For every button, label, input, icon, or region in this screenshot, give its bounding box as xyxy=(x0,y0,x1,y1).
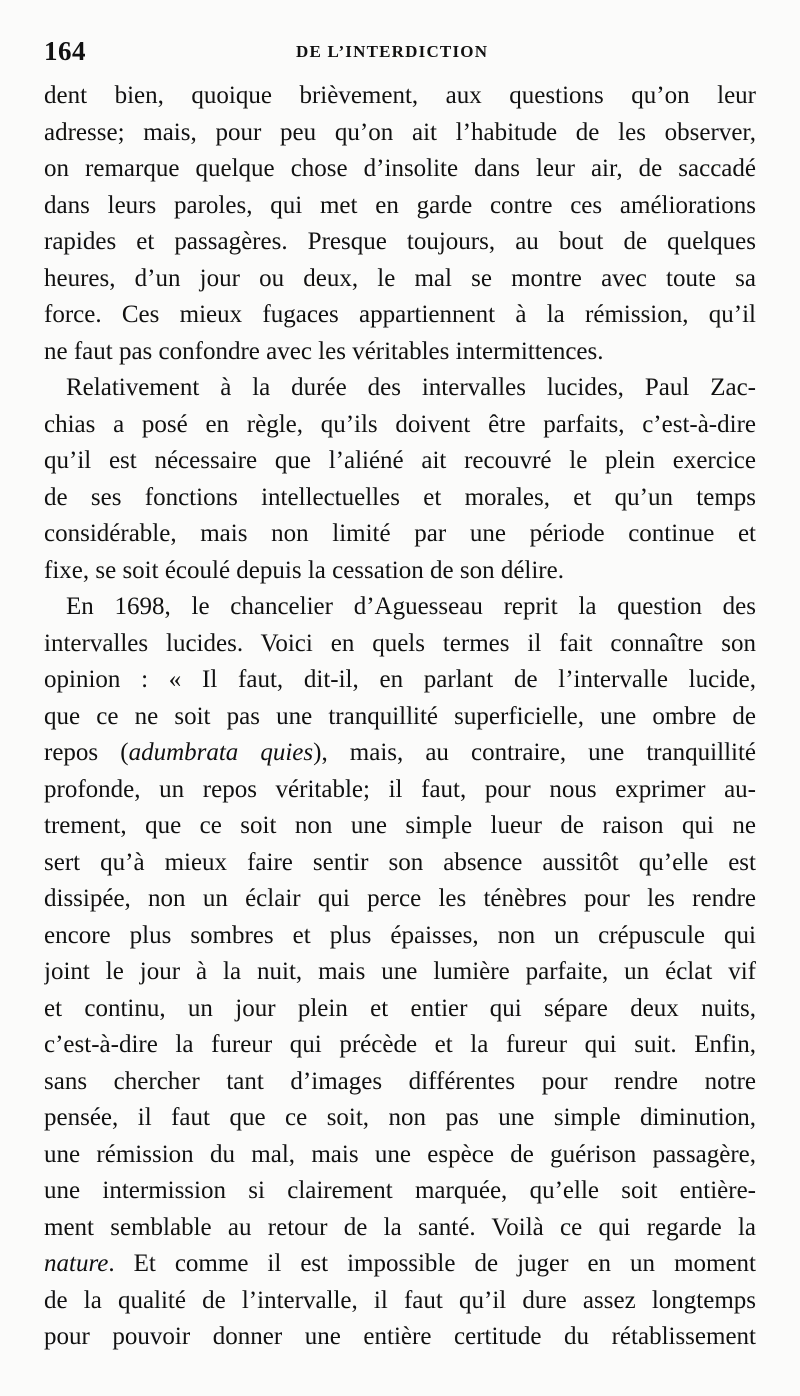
text-line: que ce ne soit pas une tranquillité superficielle, une ombre de xyxy=(44,702,756,730)
text-line: sans chercher tant d’images différentes pour rendre notre xyxy=(44,1067,756,1095)
text-line: chias a posé en règle, qu’ils doivent être parfaits, c’est-à-dire xyxy=(44,410,756,438)
running-head: DE L’INTERDICTION xyxy=(296,42,489,61)
text-line: de ses fonctions intellectuelles et morales, et qu’un temps xyxy=(44,483,756,511)
text-line: adresse; mais, pour peu qu’on ait l’habitude de les observer, xyxy=(44,118,756,146)
body-text xyxy=(44,78,756,1356)
text-line: considérable, mais non limité par une période continue et xyxy=(44,520,756,547)
text-line: et continu, un jour plein et entier qui sépare deux nuits, xyxy=(44,994,756,1022)
text-line: on remarque quelque chose d’insolite dans leur air, de saccadé xyxy=(44,155,756,182)
text-line: fixe, se soit écoulé depuis la cessation de son délire. xyxy=(44,556,564,584)
page-number: 164 xyxy=(44,36,86,66)
text-line: dans leurs paroles, qui met en garde contre ces améliorations xyxy=(44,191,756,219)
italic-phrase: adumbrata quies xyxy=(128,739,314,766)
text-line: opinion : « Il faut, dit-il, en parlant de l’intervalle lucide, xyxy=(44,666,756,693)
text-segment: . Et comme il est impossible de juger en un moment xyxy=(108,1250,756,1277)
text-line: encore plus sombres et plus épaisses, non un crépuscule qui xyxy=(44,921,756,949)
text-line: une intermission si clairement marquée, qu’elle soit entière- xyxy=(44,1177,756,1204)
text-line: profonde, un repos véritable; il faut, pour nous exprimer au- xyxy=(44,775,756,803)
text-line: dissipée, non un éclair qui perce les ténèbres pour les rendre xyxy=(44,885,756,912)
text-line xyxy=(44,1246,756,1283)
text-line: Relativement à la durée des intervalles lucides, Paul Zac- xyxy=(66,374,756,401)
text-line: dent bien, quoique brièvement, aux questions qu’on leur xyxy=(44,82,756,109)
text-line: heures, d’un jour ou deux, le mal se montre avec toute sa xyxy=(44,264,756,292)
text-line: ment semblable au retour de la santé. Voilà ce qui regarde la xyxy=(44,1213,756,1241)
text-line xyxy=(44,735,756,772)
text-line: qu’il est nécessaire que l’aliéné ait recouvré le plein exercice xyxy=(44,447,756,474)
text-line: une rémission du mal, mais une espèce de guérison passagère, xyxy=(44,1140,756,1168)
text-line: rapides et passagères. Presque toujours, au bout de quelques xyxy=(44,228,756,255)
text-segment: repos ( xyxy=(44,739,129,766)
text-line: de la qualité de l’intervalle, il faut qu’il dure assez longtemps xyxy=(44,1286,756,1314)
text-line: c’est-à-dire la fureur qui précède et la fureur qui suit. Enfin, xyxy=(44,1031,756,1058)
text-line: pensée, il faut que ce soit, non pas une simple diminution, xyxy=(44,1104,756,1131)
text-line: ne faut pas confondre avec les véritables intermittences. xyxy=(44,337,604,365)
text-segment: ), mais, au contraire, une tranquillité xyxy=(313,739,756,766)
text-line: pour pouvoir donner une entière certitude du rétablissement xyxy=(44,1323,756,1350)
text-line: En 1698, le chancelier d’Aguesseau reprit la question des xyxy=(66,593,756,620)
text-line: intervalles lucides. Voici en quels termes il fait connaître son xyxy=(44,629,756,657)
text-line: sert qu’à mieux faire sentir son absence aussitôt qu’elle est xyxy=(44,848,756,876)
text-line: joint le jour à la nuit, mais une lumière parfaite, un éclat vif xyxy=(44,958,756,985)
page-header xyxy=(44,36,756,76)
italic-word: nature xyxy=(44,1250,109,1277)
text-line: trement, que ce soit non une simple lueur de raison qui ne xyxy=(44,812,756,839)
text-line: force. Ces mieux fugaces appartiennent à la rémission, qu’il xyxy=(44,301,756,328)
